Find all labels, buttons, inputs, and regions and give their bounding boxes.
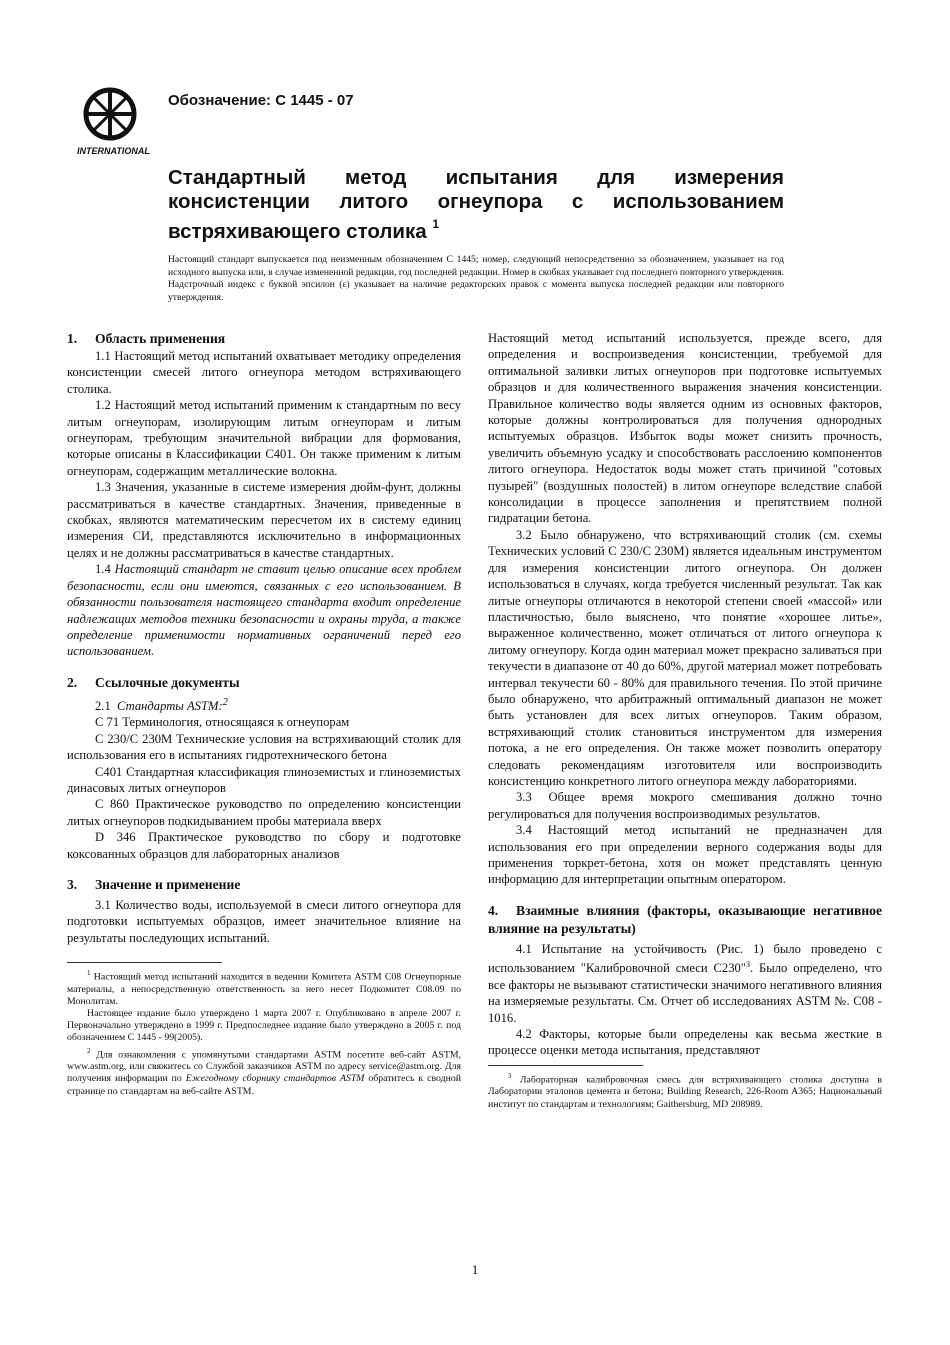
footnote-3: $^3$ Лабораторная калибровочная смесь для встряхивающего столика доступна в Лаборатории эталонов цемента и бетона; Building Research, 226-Room A365; Национальный институт по стандартам и технологиям; Gaithersburg, MD 208989. — [488, 1071, 882, 1110]
right-column — [488, 330, 882, 1111]
section-4-heading: 4. Взаимные влияния (факторы, оказывающие негативное влияние на результаты) — [488, 902, 882, 936]
para-1-1: 1.1 Настоящий метод испытаний охватывает методику определения консистенции смесей литого огнеупора методом встряхивающего столика. — [67, 349, 461, 396]
footnote-1-approval: Настоящее издание было утверждено 1 марта 2007 г. Опубликовано в апреле 2007 г. Первоначально утверждено в 1999 г. Предпоследнее издание было утверждено в 2005 г. под обозначением C 1445 - 99(2005). — [67, 1008, 461, 1044]
astm-logo-mark — [86, 90, 134, 138]
para-3-4: 3.4 Настоящий метод испытаний не предназначен для использования его при определении верного содержания воды для применения торкрет-бетона, хотя он может представлять ценную информацию для интерпретации опытным оператором. — [488, 823, 882, 887]
para-1-2: 1.2 Настоящий метод испытаний применим к стандартным по весу литым огнеупорам, изолирующим литым огнеупорам и литым огнеупорам, требующим значительной вибрации для формования, которые описаны в Классификации C401. Он также применим к литым огнеупорам, содержащим металлические волокна. — [67, 398, 461, 478]
ref-c230: C 230/C 230M Технические условия на встряхивающий столик для использования его в испытаниях гидротехнического бетона — [67, 731, 461, 763]
para-4-2: 4.2 Факторы, которые были определены как весьма жесткие в процессе оценки метода испытания, представляют — [488, 1027, 882, 1058]
para-1-4: 1.4 Настоящий стандарт не ставит целью описание всех проблем безопасности, если они имеются, связанных с его использованием. В обязанности пользователя настоящего стандарта входит определение надлежащих методов техники безопасности и охраны труда, а также определение применимости нормативных ограничений перед его использованием. — [67, 562, 461, 659]
document-title — [168, 166, 784, 244]
title-text: Стандартный метод испытания для измерения консистенции литого огнеупора с использованием встряхивающего столика — [168, 166, 784, 243]
section-2-heading: 2. Ссылочные документы — [67, 674, 240, 690]
para-2-1: 2.1 Стандарты ASTM:$^2$ — [95, 696, 228, 713]
title-footnote-mark: 1 — [432, 217, 440, 231]
footnote-divider-left — [67, 962, 222, 963]
designation: Обозначение: С 1445 - 07 — [168, 92, 354, 109]
section-3-heading: 3. Значение и применение — [67, 876, 241, 892]
ref-c860: C 860 Практическое руководство по определению консистенции литых огнеупоров подкидыванием пробы материала вверх — [67, 797, 461, 828]
footnote-divider-right — [488, 1065, 643, 1066]
para-4-1: 4.1 Испытание на устойчивость (Рис. 1) было проведено с использованием "Калибровочной смеси C230"$^3$. Было определено, что все факторы не вызывают статистически значимого негативного влияния на измеряемые результаты. См. Отчет об исследованиях ASTM №. C08 - 1016. — [488, 941, 883, 1025]
para-3-1: 3.1 Количество воды, используемой в смеси литого огнеупора для подготовки испытуемых образцов, имеет значительное влияние на результаты последующих испытаний. — [67, 897, 461, 945]
ref-c401: C401 Стандартная классификация глиноземистых и глиноземистых динасовых литых огнеупоров — [67, 764, 461, 795]
para-3-1-continued: Настоящий метод испытаний используется, прежде всего, для определения и воспроизведения консистенции, требуемой для оптимальной заливки литых огнеупоров при подготовке испытуемых образцов и для количественного выражения значения консистенции. Правильное количество воды является одним из основных факторов, которые должны контролироваться для получения однородных испытуемых образцов. Избыток воды может снизить прочность, увеличить объемную усадку и способствовать расслоению компонентов литого огнеупора. Недостаток воды может стать причиной "сотовых пузырей" (воздушных полостей) в литом огнеупоре вследствие слабой консолидации в процессе заполнения и препятствием полной гидратации бетона. — [488, 331, 882, 526]
ref-d346: D 346 Практическое руководство по сбору и подготовке коксованных образцов для лабораторных анализов — [67, 830, 461, 861]
astm-logo — [76, 86, 158, 158]
para-3-3: 3.3 Общее время мокрого смешивания должно точно регулироваться для получения воспроизводимых результатов. — [488, 790, 882, 821]
footnote-1: $^1$ Настоящий метод испытаний находится в ведении Комитета ASTM C08 Огнеупорные материалы, а непосредственную ответственность за него несет Подкомитет C08.09 по Монолитам. — [67, 969, 462, 1007]
astm-logo-sub: INTERNATIONAL — [77, 146, 150, 156]
para-3-2: 3.2 Было обнаружено, что встряхивающий столик (см. схемы Технических условий C 230/C 230M) является идеальным инструментом для измерения консистенции литого огнеупора. Он должен использоваться в случаях, когда требуется численный результат. Так как литые огнеупоры отличаются в некоторой степени своей «массой» или пластичностью, было выяснено, что понятие «хорошее литье», выраженное количественно, может отличаться от литого огнеупора к литому огнеупору. Когда один материал может прекрасно заливаться при текучести в диапазоне от 40 до 60%, другой материал может потребовать интервал текучести 60 - 80% для правильного течения. По этой причине было обнаружено, что арбитражный оптимальный диапазон не может быть установлен для всех литых огнеупоров. Таким образом, встряхивающий столик становиться инструментом для измерения потока, а не его определения. Он также может позволить оператору следовать рекомендациям изготовителя или воспроизводить консистенцию конкретного литого огнеупора между лабораториями. — [488, 527, 882, 788]
intro-note: Настоящий стандарт выпускается под неизменным обозначением C 1445; номер, следующий непосредственно за обозначением, указывает на год исходного выпуска или, в случае измененной редакции, год последней редакции. Номер в скобках указывает год последнего повторного утверждения. Надстрочный индекс с буквой эпсилон (ε) указывает на наличие редакторских правок с момента выпуска последней редакции или повторного утверждения. — [168, 254, 784, 303]
left-column — [67, 330, 461, 1098]
para-1-3: 1.3 Значения, указанные в системе измерения дюйм-фунт, должны рассматриваться в качестве стандартных. Значения, приведенные в скобках, являются математическим пересчетом их в систему единиц измерения СИ, представляются исключительно в информационных целях и не должны рассматриваться в качестве стандартных. — [67, 480, 461, 560]
footnote-2: $^2$ Для ознакомления с упомянутыми стандартами ASTM посетите веб-сайт ASTM, www.astm.org, или свяжитесь со Службой заказчиков ASTM по адресу service@astm.org. Для получения информации по Ежегодному сборнику стандартов ASTM обратитесь к сводной странице по стандартам на веб-сайте ASTM. — [67, 1046, 462, 1097]
ref-c71: C 71 Терминология, относящаяся к огнеупорам — [95, 715, 350, 730]
section-1-heading: 1. Область применения — [67, 331, 226, 346]
page-number: 1 — [471, 1262, 479, 1277]
